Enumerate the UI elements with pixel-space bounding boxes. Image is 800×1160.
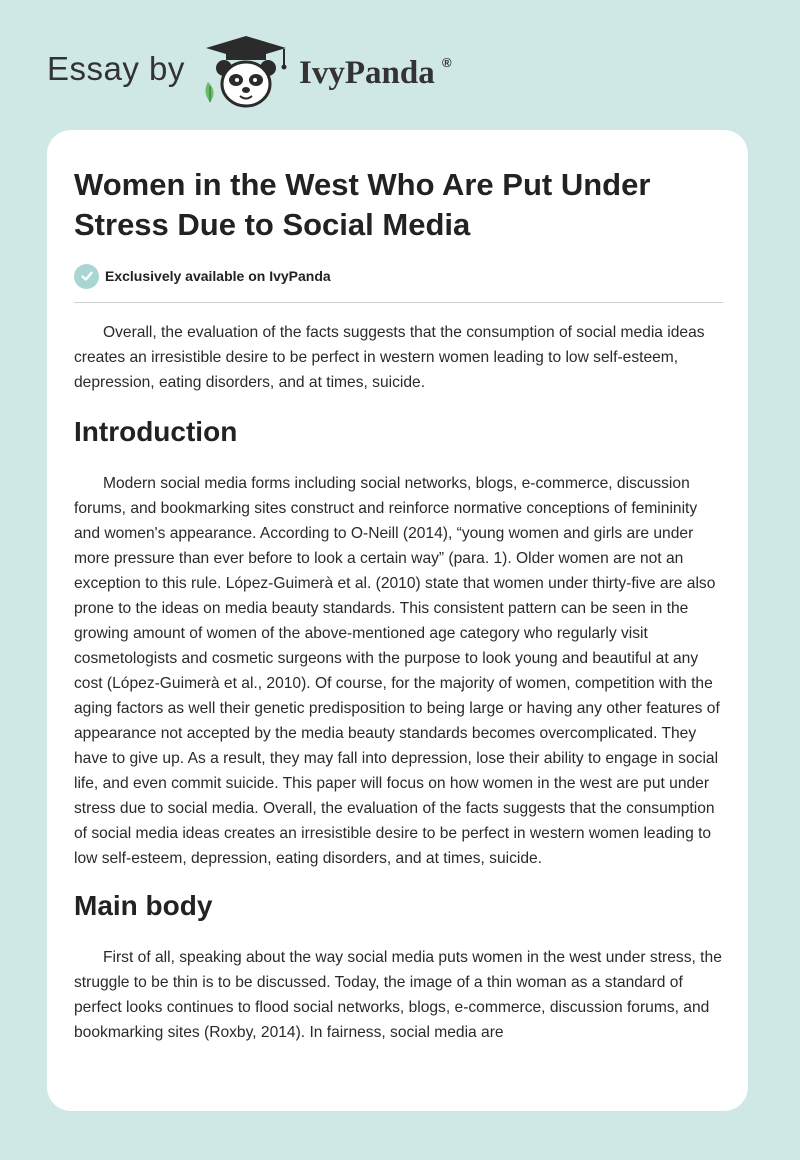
section-heading-introduction: Introduction — [74, 416, 238, 447]
availability-badge — [74, 263, 331, 289]
site-header — [0, 0, 800, 120]
registered-mark: ® — [442, 55, 452, 70]
essay-body — [74, 320, 726, 1045]
main-body-paragraph: First of all, speaking about the way social media puts women in the west under stress, the struggle to be thin is to be discussed. Today, the image of a thin woman as a standard of perfect looks continues to flood social networks, blogs, e-commerce, discussion forums, and bookmarking sites (Roxby, 2014). In fairness, social media are — [74, 949, 722, 1041]
badge-text: Exclusively available on IvyPanda — [105, 268, 331, 284]
brand-name[interactable]: IvyPanda — [299, 55, 435, 91]
essay-card — [47, 130, 748, 1111]
section-heading-main-body: Main body — [74, 890, 213, 921]
panda-graduate-icon[interactable] — [200, 34, 292, 110]
introduction-paragraph: Modern social media forms including social networks, blogs, e-commerce, discussion forums, and bookmarking sites construct and reinforce normative conceptions of femininity and women's appearance. According to O-Neill (2014), “young women and girls are under more pressure than ever before to look a certain way” (para. 1). Older women are not an exception to this rule. López-Guimerà et al. (2010) state that women under thirty-five are also prone to the ideas on media beauty standards. This consistent pattern can be seen in the growing amount of women of the above-mentioned age category who regularly visit cosmetologists and cosmetic surgeons with the purpose to look young and beautiful at any cost (López-Guimerà et al., 2010). Of course, for the majority of women, competition with the aging factors as well their genetic predisposition to being large or having any other features of appearance not accepted by the media beauty standards becomes overcomplicated. They have to give up. As a result, they may fall into depression, lose their ability to engage in social life, and even commit suicide. This paper will focus on how women in the west are put under stress due to social media. Overall, the evaluation of the facts suggests that the consumption of social media ideas creates an irresistible desire to be perfect in western women leading to low self-esteem, depression, eating disorders, and at times, suicide. — [74, 475, 720, 867]
page-title: Women in the West Who Are Put Under Stress Due to Social Media — [74, 167, 651, 242]
brand-prefix: Essay by — [47, 50, 185, 87]
summary-paragraph: Overall, the evaluation of the facts suggests that the consumption of social media ideas creates an irresistible desire to be perfect in western women leading to low self-esteem, depression, eating disorders, and at times, suicide. — [74, 324, 705, 391]
divider — [74, 302, 723, 303]
checkmark-icon — [74, 264, 99, 289]
